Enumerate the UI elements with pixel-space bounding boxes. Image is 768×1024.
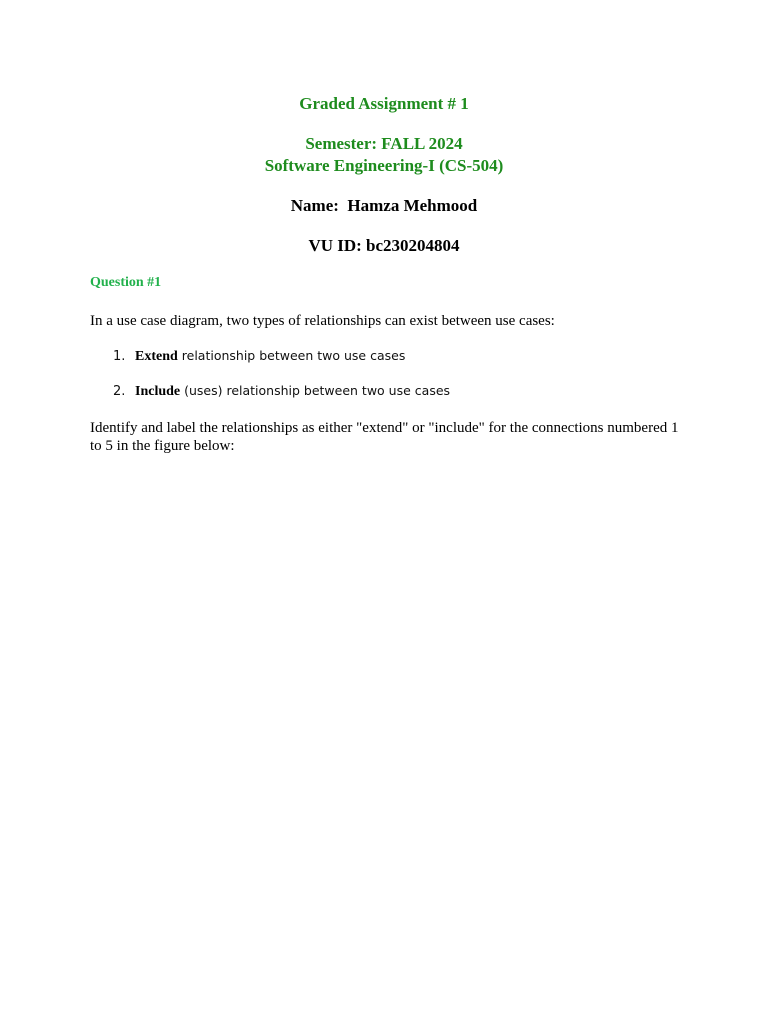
course-line: Software Engineering-I (CS-504)	[264, 156, 504, 175]
student-name-line: Name: Hamza Mehmood	[290, 196, 478, 215]
question-heading: Question #1	[90, 275, 162, 290]
list-item-number: 2.	[113, 384, 126, 399]
list-item-number: 1.	[113, 349, 126, 364]
list-item	[113, 347, 405, 366]
question-instruction: Identify and label the relationships as either "extend" or "include" for the connections numbered 1 to 5 in the figure below:	[90, 420, 679, 454]
list-item-description: (uses) relationship between two use cases	[180, 383, 451, 398]
list-item-term: Include	[135, 384, 181, 399]
assignment-title: Graded Assignment # 1	[299, 94, 469, 113]
list-item	[113, 382, 450, 401]
vu-id-line: VU ID: bc230204804	[308, 236, 460, 255]
list-item-description: relationship between two use cases	[177, 348, 406, 363]
list-item-term: Extend	[135, 349, 178, 364]
question-intro: In a use case diagram, two types of relationships can exist between use cases:	[90, 313, 555, 329]
semester-line: Semester: FALL 2024	[305, 134, 463, 153]
